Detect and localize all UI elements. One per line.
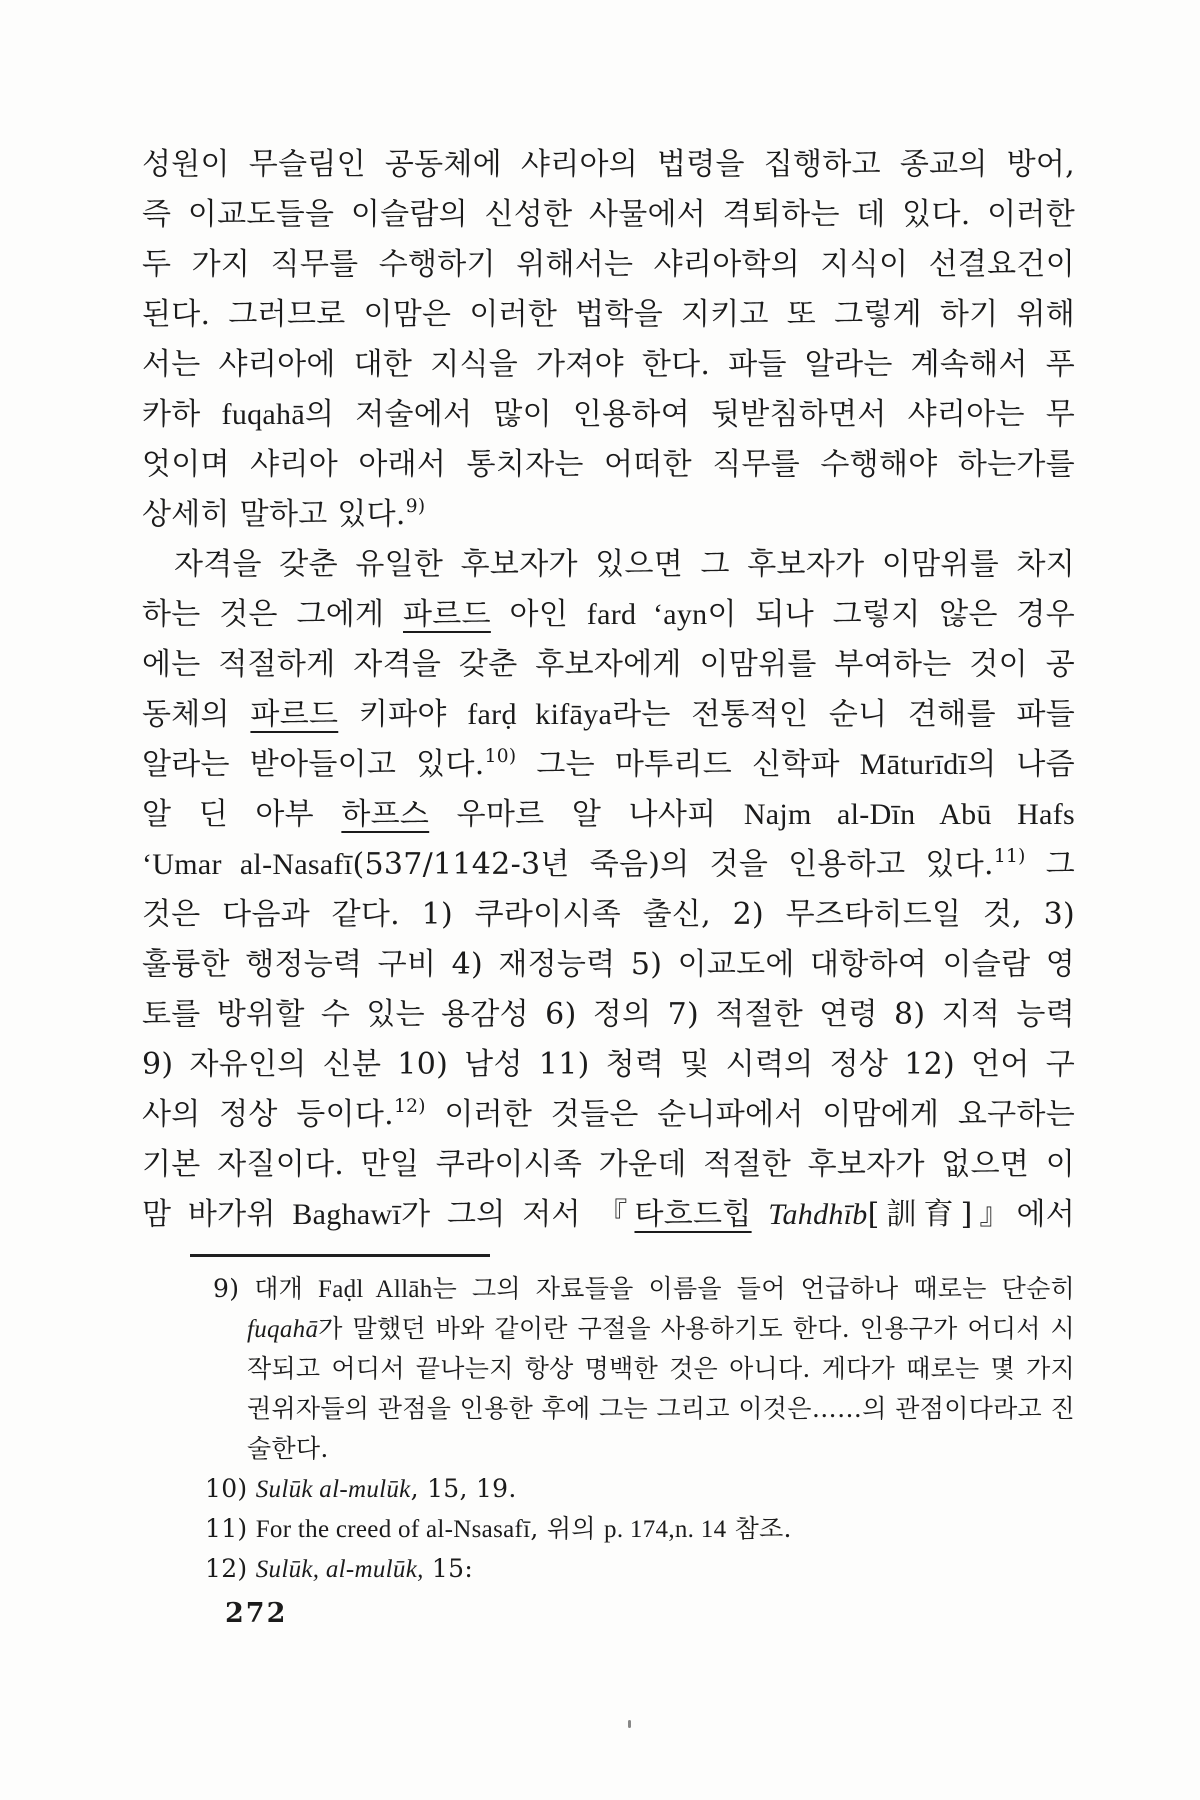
text-line (142, 440, 1075, 490)
text-line (142, 690, 1075, 740)
text-segment: 두 가지 직무를 수행하기 위해서는 샤리아학의 지식이 선결요건이 (142, 247, 1075, 282)
text-segment: 15: (423, 1554, 474, 1583)
text-segment: ‘Umar al-Nasafī (142, 848, 353, 881)
footnote-ref: 9) (405, 496, 426, 517)
text-line (142, 540, 1075, 590)
text-segment: 알라는 받아들이고 있다. (142, 747, 485, 782)
text-segment: 토를 방위할 수 있는 용감성 6) 정의 7) 적절한 연령 8) 지적 능력 (142, 997, 1075, 1032)
text-segment: Faḍl Allāh (318, 1276, 433, 1303)
text-segment: (537/1142-3년 죽음)의 것을 인용하고 있다. (352, 847, 994, 882)
text-segment: 타흐드힙 (634, 1197, 752, 1232)
text-segment: Baghawī (292, 1198, 402, 1231)
text-segment: farḍ kifāya (467, 698, 613, 731)
footnote-line (142, 1509, 1075, 1549)
text-segment: , 15, 19. (410, 1474, 517, 1503)
footnote-ref: 11) (993, 846, 1026, 867)
text-segment: [訓育]』에서 (867, 1197, 1076, 1232)
footnote-ref: 10) (484, 746, 517, 767)
text-segment: 가 말했던 바와 같이란 구절을 사용하기도 한다. 인용구가 어디서 시 (318, 1314, 1075, 1343)
text-segment: Sulūk, al-mulūk, (255, 1556, 424, 1583)
text-segment: 된다. 그러므로 이맘은 이러한 법학을 지키고 또 그렇게 하기 위해 (142, 297, 1075, 332)
footnote-line (142, 1429, 1075, 1469)
text-segment: 기본 자질이다. 만일 쿠라이시족 가운데 적절한 후보자가 없으면 이 (142, 1147, 1075, 1182)
text-segment: 아인 (490, 597, 587, 632)
text-segment: 즉 이교도들을 이슬람의 신성한 사물에서 격퇴하는 데 있다. 이러한 (142, 197, 1075, 232)
text-segment: 우마르 알 나사피 (429, 797, 744, 832)
text-segment: 카하 (142, 397, 222, 432)
text-segment: 맘 바가위 (142, 1197, 293, 1232)
text-line (142, 1040, 1075, 1090)
text-segment: 성원이 무슬림인 공동체에 샤리아의 법령을 집행하고 종교의 방어, (142, 147, 1075, 182)
text-segment: 9) 대개 (213, 1274, 319, 1303)
text-segment: 훌륭한 행정능력 구비 4) 재정능력 5) 이교도에 대항하여 이슬람 영 (142, 947, 1075, 982)
text-segment: fuqahā (221, 398, 305, 431)
text-line (142, 940, 1075, 990)
text-segment: 하는 것은 그에게 (142, 597, 404, 632)
text-segment: Najm al-Dīn Abū Hafs (743, 798, 1075, 831)
text-segment: 참조. (726, 1514, 792, 1543)
footnote-line (142, 1389, 1075, 1429)
text-segment: , 위의 (530, 1514, 605, 1543)
footnote-line (142, 1269, 1075, 1309)
text-segment: 라는 전통적인 순니 견해를 파들 (612, 697, 1075, 732)
text-line (142, 990, 1075, 1040)
text-line (142, 190, 1075, 240)
text-line (142, 1140, 1075, 1190)
body-text (142, 140, 1075, 1240)
text-segment: 엇이며 샤리아 아래서 통치자는 어떠한 직무를 수행해야 하는가를 (142, 447, 1075, 482)
text-segment: 파르드 (250, 697, 339, 732)
text-segment: 것은 다음과 같다. 1) 쿠라이시족 출신, 2) 무즈타히드일 것, 3) (142, 897, 1075, 932)
text-line (142, 390, 1075, 440)
text-segment: For the creed of al-Nsasafī (255, 1516, 531, 1543)
footnote-line (142, 1469, 1075, 1509)
text-segment: 작되고 어디서 끝나는지 항상 명백한 것은 아니다. 게다가 때로는 몇 가지 (247, 1354, 1075, 1383)
text-line (142, 490, 1075, 540)
text-segment: 의 저술에서 많이 인용하여 뒷받침하면서 샤리아는 무 (304, 397, 1075, 432)
text-line (142, 590, 1075, 640)
text-segment: fard ‘ayn (586, 598, 708, 631)
text-segment: 의 나즘 (967, 747, 1075, 782)
text-line (142, 240, 1075, 290)
text-segment: 9) 자유인의 신분 10) 남성 11) 청력 및 시력의 정상 12) 언어 구 (142, 1047, 1075, 1082)
text-segment: 그 (1025, 847, 1075, 882)
footnote-ref: 12) (393, 1096, 426, 1117)
text-segment: p. 174,n. 14 (604, 1516, 727, 1543)
text-segment: 이 되나 그렇지 않은 경우 (707, 597, 1075, 632)
text-line (142, 1090, 1075, 1140)
text-segment: 파르드 (403, 597, 491, 632)
text-segment: 사의 정상 등이다. (142, 1097, 394, 1132)
text-segment: 10) (205, 1474, 256, 1503)
text-segment: 동체의 (142, 697, 251, 732)
text-segment: 에는 적절하게 자격을 갖춘 후보자에게 이맘위를 부여하는 것이 공 (142, 647, 1075, 682)
text-line (142, 1190, 1075, 1240)
text-segment: 11) (205, 1514, 256, 1543)
text-segment: Sulūk al-mulūk (255, 1476, 411, 1503)
text-segment: 가 그의 저서 『 (401, 1197, 635, 1232)
text-segment: 상세히 말하고 있다. (142, 497, 406, 532)
text-segment: 키파야 (338, 697, 468, 732)
footnote-separator (190, 1254, 490, 1257)
footnote-line (142, 1549, 1075, 1589)
text-segment (752, 1197, 769, 1232)
text-line (142, 340, 1075, 390)
text-segment: 는 그의 자료들을 이름을 들어 언급하나 때로는 단순히 (432, 1274, 1075, 1303)
text-line (142, 790, 1075, 840)
text-segment: 12) (205, 1554, 256, 1583)
text-segment: 알 딘 아부 (142, 797, 342, 832)
text-line (142, 290, 1075, 340)
scan-artifact (628, 1720, 631, 1728)
text-segment: fuqahā (247, 1316, 319, 1343)
page-number: 272 (225, 1598, 288, 1629)
text-segment: Māturīdī (859, 748, 968, 781)
text-segment: 술한다. (247, 1434, 329, 1463)
text-line (142, 640, 1075, 690)
text-segment: 그는 마투리드 신학파 (516, 747, 860, 782)
text-segment: 하프스 (341, 797, 430, 832)
text-segment: 권위자들의 관점을 인용한 후에 그는 그리고 이것은……의 관점이다라고 진 (247, 1394, 1075, 1423)
text-segment: Tahdhīb (768, 1198, 868, 1231)
text-line (142, 840, 1075, 890)
text-line (142, 140, 1075, 190)
text-segment: 이러한 것들은 순니파에서 이맘에게 요구하는 (425, 1097, 1076, 1132)
text-line (142, 890, 1075, 940)
page-content (142, 140, 1075, 1589)
text-segment: 서는 샤리아에 대한 지식을 가져야 한다. 파들 알라는 계속해서 푸 (142, 347, 1075, 382)
footnote-line (142, 1309, 1075, 1349)
footnote-line (142, 1349, 1075, 1389)
text-segment: 자격을 갖춘 유일한 후보자가 있으면 그 후보자가 이맘위를 차지 (174, 547, 1075, 582)
text-line (142, 740, 1075, 790)
footnotes-section (142, 1269, 1075, 1589)
